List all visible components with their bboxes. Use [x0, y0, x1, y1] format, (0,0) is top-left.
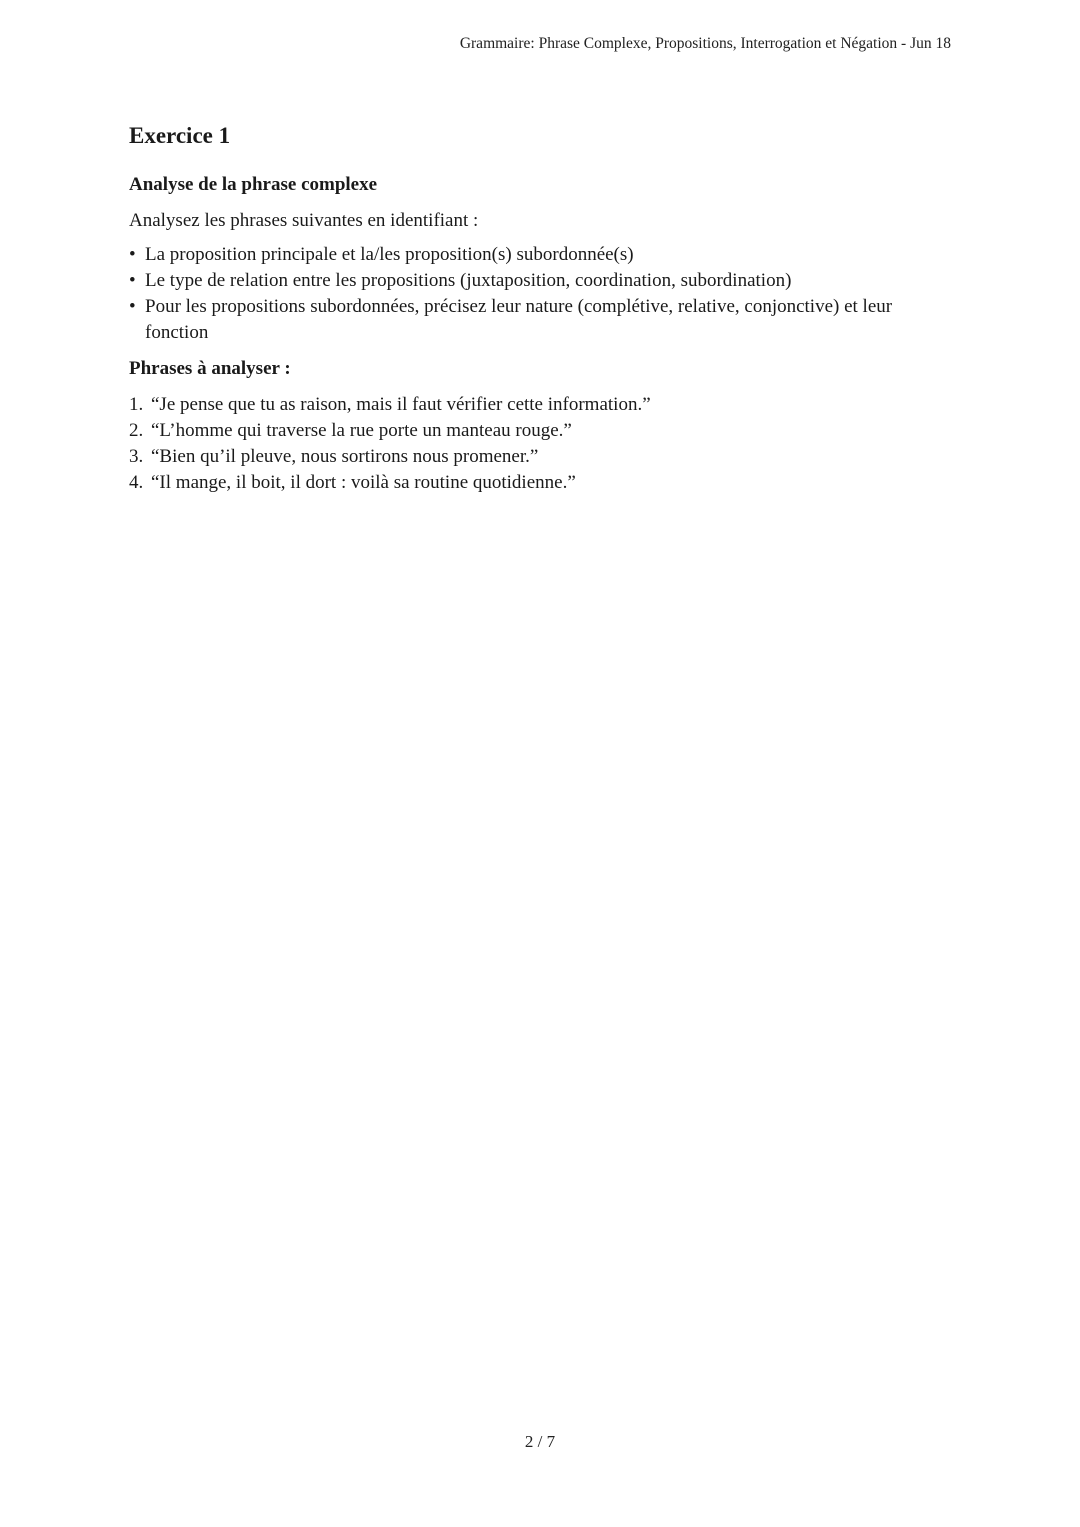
bullet-icon: • — [129, 296, 136, 317]
item-number: 1. — [129, 394, 144, 415]
item-number: 3. — [129, 446, 144, 467]
exercise-title: Exercice 1 — [129, 123, 231, 148]
item-number: 2. — [129, 420, 144, 441]
exercise-content — [129, 120, 951, 496]
phrase-text: “Il mange, il boit, il dort : voilà sa routine quotidienne.” — [151, 472, 576, 493]
list-item — [129, 294, 951, 346]
phrase-text: “Bien qu’il pleuve, nous sortirons nous promener.” — [151, 446, 539, 467]
section-title: Analyse de la phrase complexe — [129, 174, 378, 195]
item-number: 4. — [129, 472, 144, 493]
intro-text: Analysez les phrases suivantes en identifiant : — [129, 210, 479, 231]
list-item — [129, 392, 951, 418]
page-number: 2 / 7 — [524, 1432, 556, 1451]
list-item — [129, 242, 951, 268]
phrase-text: “L’homme qui traverse la rue porte un manteau rouge.” — [151, 420, 572, 441]
list-item — [129, 470, 951, 496]
bullet-icon: • — [129, 270, 136, 291]
phrases-title: Phrases à analyser : — [129, 358, 291, 379]
list-item — [129, 444, 951, 470]
running-header: Grammaire: Phrase Complexe, Propositions, Interrogation et Négation - Jun 18 — [459, 35, 951, 52]
list-item — [129, 268, 951, 294]
bullet-icon: • — [129, 244, 136, 265]
phrases-list — [129, 392, 951, 496]
list-item — [129, 418, 951, 444]
criteria-list — [129, 242, 951, 346]
phrase-text: “Je pense que tu as raison, mais il faut vérifier cette information.” — [151, 394, 651, 415]
criteria-text: La proposition principale et la/les proposition(s) subordonnée(s) — [145, 244, 634, 265]
criteria-text: Pour les propositions subordonnées, précisez leur nature (complétive, relative, conjonctive) et leur fonction — [145, 296, 893, 343]
criteria-text: Le type de relation entre les propositions (juxtaposition, coordination, subordination) — [145, 270, 792, 291]
